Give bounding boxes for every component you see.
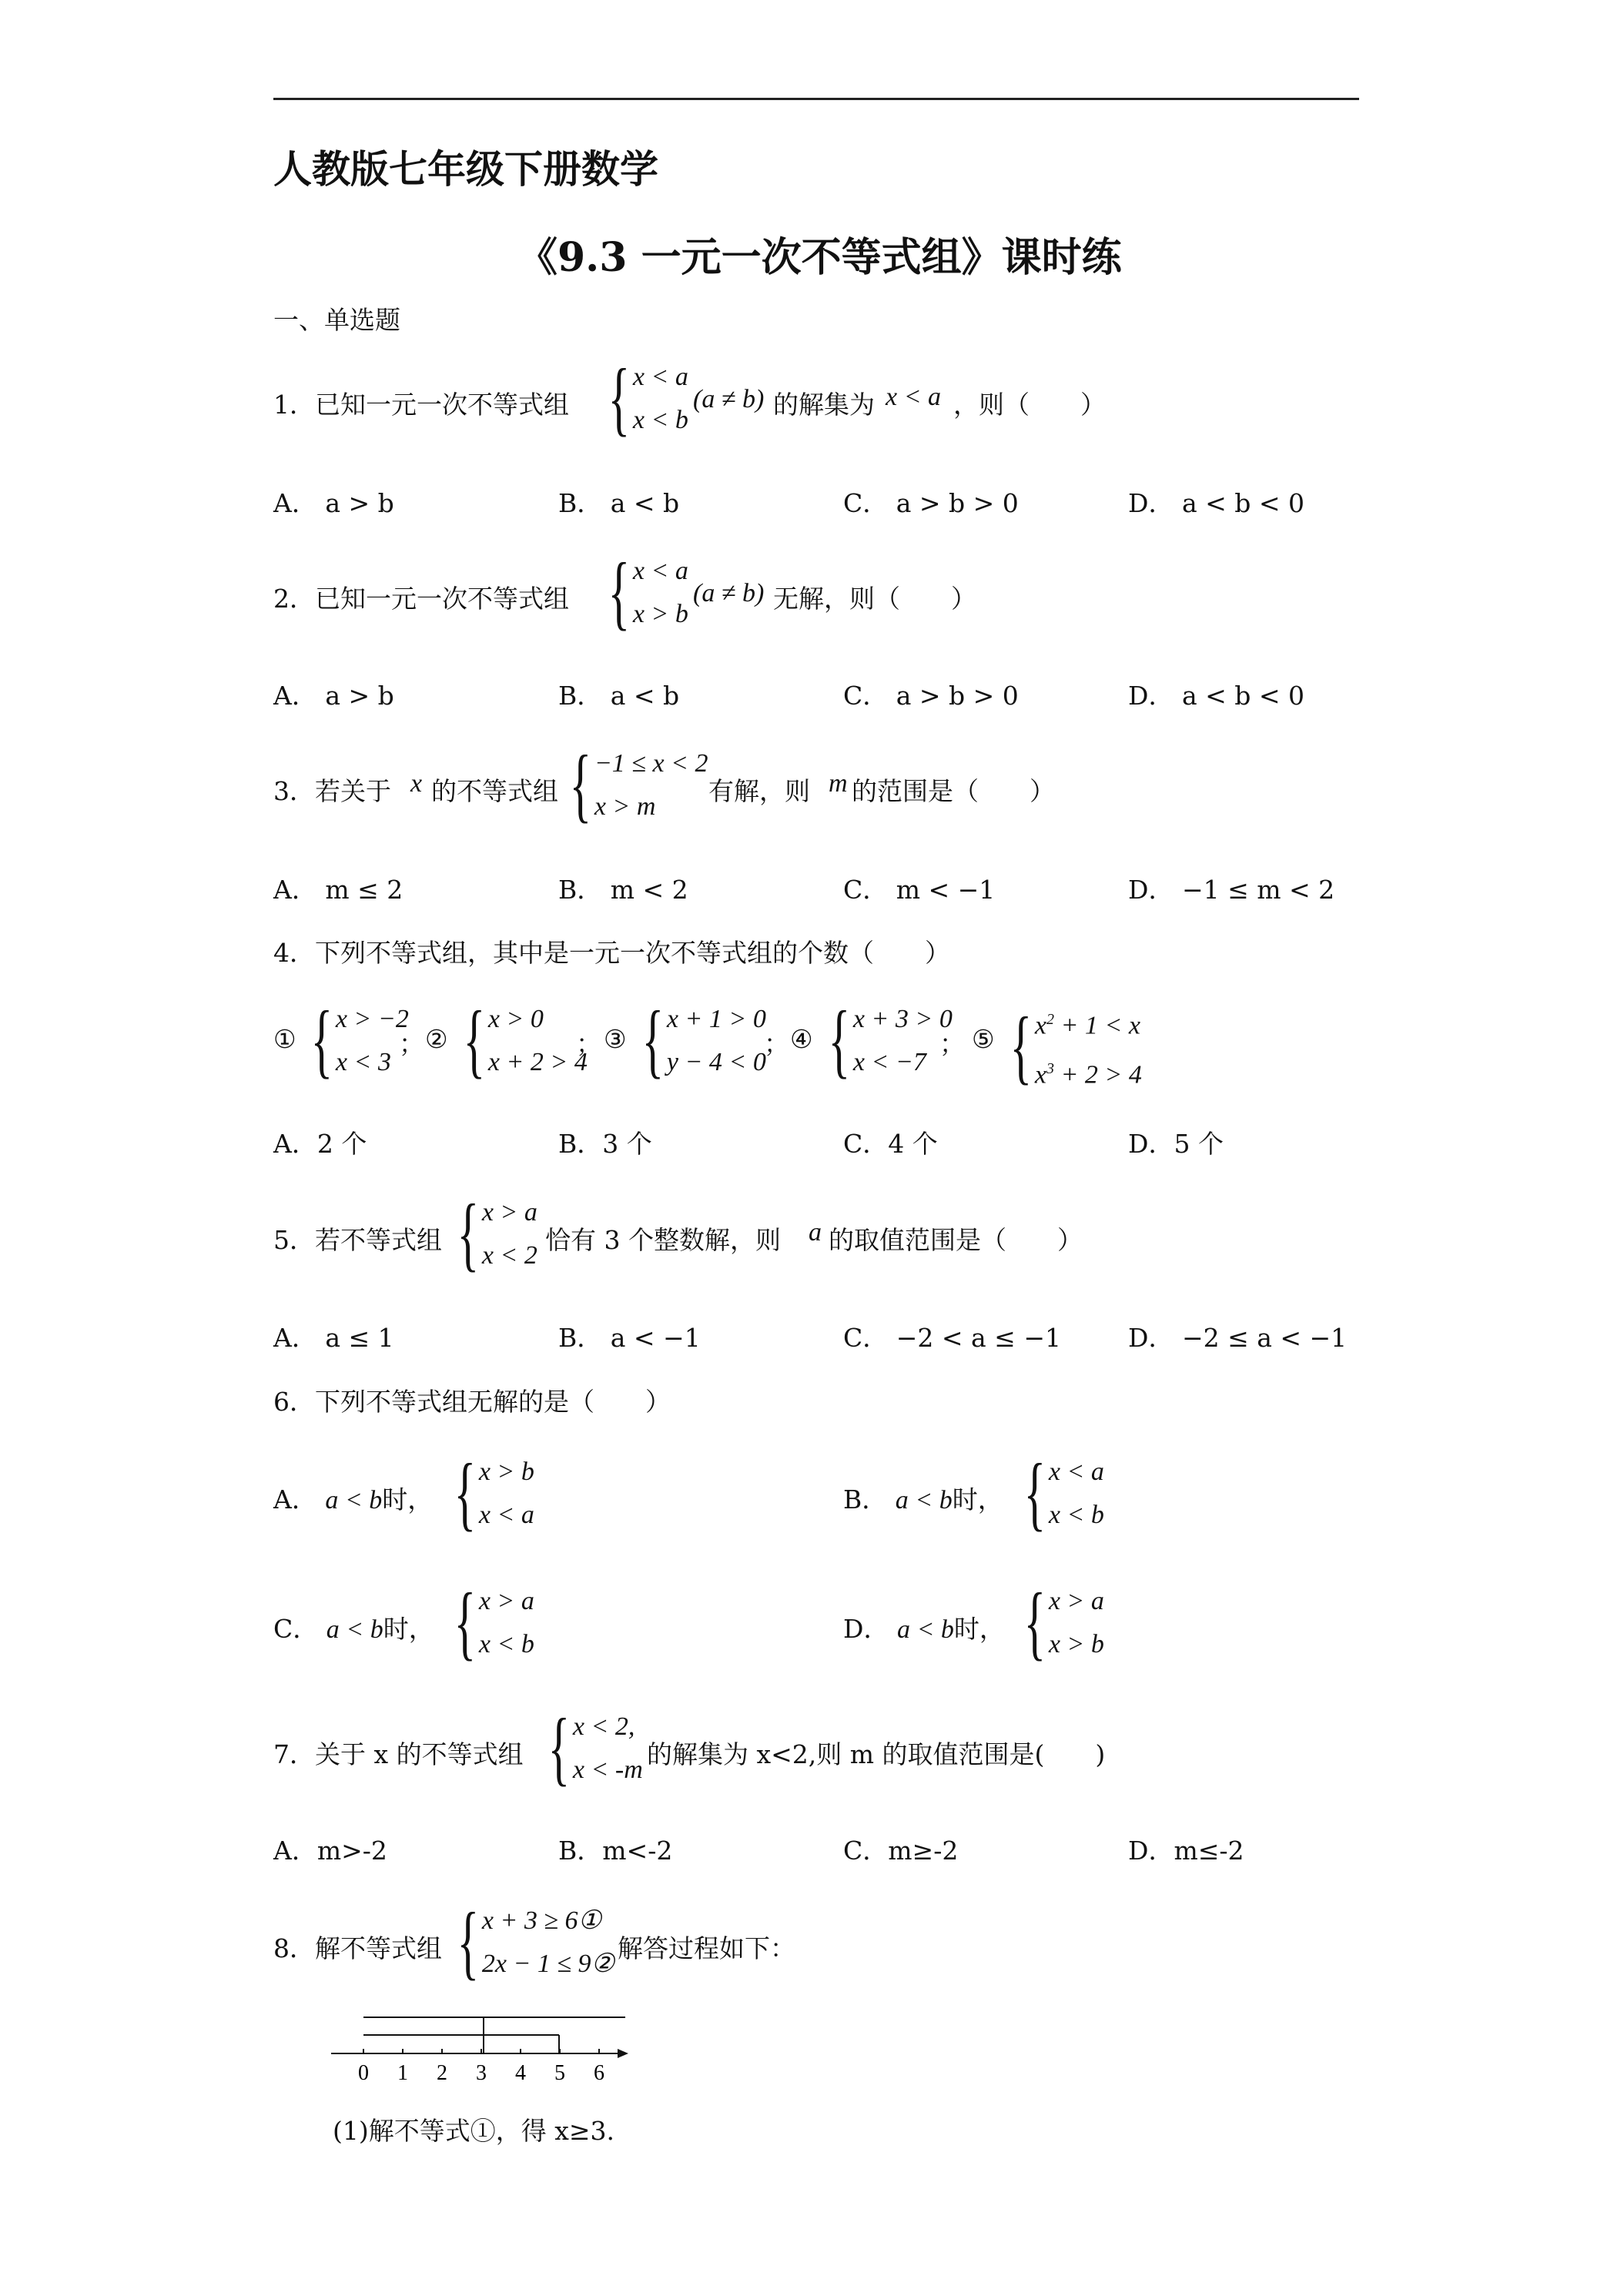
brace-icon: { bbox=[608, 353, 631, 444]
q1-ineq-1: x < a bbox=[632, 363, 688, 391]
q1-solution: x < a bbox=[886, 383, 942, 411]
q6-option-d[interactable] bbox=[843, 1609, 1005, 1645]
q1-option-c[interactable]: C． a > b > 0 bbox=[843, 488, 1019, 518]
q5-ineq-1: x > a bbox=[481, 1198, 537, 1227]
page-title: 《9.3 一元一次不等式组》课时练 bbox=[517, 234, 1122, 281]
q4-system-3 bbox=[633, 995, 766, 1086]
q4-5-ineq-2: $x^3 + 2 > 4$ bbox=[1034, 1060, 1142, 1089]
q6-b-ineq-2: x < b bbox=[1048, 1501, 1104, 1529]
q3-option-c[interactable]: C． m < −1 bbox=[843, 875, 996, 905]
q4-option-b[interactable]: B．3 个 bbox=[558, 1129, 652, 1159]
tick-label-4: 4 bbox=[515, 2061, 526, 2085]
q5-pre: 5．若不等式组 bbox=[273, 1225, 442, 1255]
q5-option-a[interactable]: A． a ≤ 1 bbox=[273, 1323, 394, 1353]
q1-number-text: 1．已知一元一次不等式组 bbox=[273, 390, 569, 420]
q4-2-ineq-1: x > 0 bbox=[487, 1005, 544, 1033]
q4-sep-4: ； bbox=[939, 1029, 965, 1059]
q7-option-c[interactable]: C．m≥-2 bbox=[843, 1836, 959, 1866]
q7-option-a[interactable]: A．m>-2 bbox=[273, 1836, 387, 1866]
brace-icon: { bbox=[547, 1702, 571, 1794]
q4-system-2 bbox=[454, 995, 588, 1086]
q6-d-label: D． bbox=[843, 1614, 889, 1644]
q6-text: 6．下列不等式组无解的是（ ） bbox=[273, 1387, 671, 1417]
exponent-2: 2 bbox=[1046, 1011, 1054, 1028]
q6-d-ineq-1: x > a bbox=[1048, 1587, 1104, 1615]
brace-icon: { bbox=[1010, 1001, 1033, 1093]
tick-label-2: 2 bbox=[437, 2061, 447, 2085]
q4-option-c[interactable]: C．4 个 bbox=[843, 1129, 938, 1159]
q4-group-label-3: ③ bbox=[604, 1024, 627, 1054]
q3-system bbox=[561, 739, 708, 831]
brace-icon: { bbox=[457, 1896, 480, 1988]
q4-sep-3: ； bbox=[764, 1029, 789, 1059]
q4-3-ineq-2: y − 4 < 0 bbox=[666, 1048, 766, 1076]
tick-label-1: 1 bbox=[397, 2061, 408, 2085]
tick-label-0: 0 bbox=[358, 2061, 369, 2085]
q4-group-label-4: ④ bbox=[790, 1024, 813, 1054]
q6-option-a[interactable] bbox=[273, 1480, 433, 1516]
q1-option-b[interactable]: B． a < b bbox=[558, 488, 680, 518]
q4-text: 4．下列不等式组，其中是一元一次不等式组的个数（ ） bbox=[273, 938, 950, 968]
q4-5-ineq-1: $x^2 + 1 < x$ bbox=[1034, 1011, 1140, 1040]
q6-b-system bbox=[1015, 1448, 1104, 1539]
brace-icon: { bbox=[828, 995, 851, 1086]
q6-b-label: B． bbox=[843, 1484, 888, 1514]
q8-pre: 8．解不等式组 bbox=[273, 1933, 442, 1963]
q4-1-ineq-1: x > −2 bbox=[335, 1005, 409, 1033]
q3-option-a[interactable]: A． m ≤ 2 bbox=[273, 875, 403, 905]
q7-ineq-1: x < 2, bbox=[572, 1712, 635, 1741]
q4-2-ineq-2: x + 2 > 4 bbox=[487, 1048, 588, 1076]
q2-option-a[interactable]: A． a > b bbox=[273, 681, 394, 711]
q6-c-ineq-1: x > a bbox=[478, 1587, 534, 1615]
q5-option-c[interactable]: C． −2 < a ≤ −1 bbox=[843, 1323, 1061, 1353]
axis-arrow-icon bbox=[618, 2049, 628, 2058]
q2-ineq-1: x < a bbox=[632, 557, 688, 585]
section-heading: 一、单选题 bbox=[273, 305, 400, 335]
q4-group-label-2: ② bbox=[425, 1024, 448, 1054]
q7-pre: 7．关于 x 的不等式组 bbox=[273, 1739, 524, 1769]
q6-d-cond: a < b bbox=[896, 1615, 954, 1644]
q3-mid: 的不等式组 bbox=[431, 776, 558, 806]
q5-option-b[interactable]: B． a < −1 bbox=[558, 1323, 701, 1353]
q3-var-m: m bbox=[829, 769, 848, 798]
q6-a-cond: a < b bbox=[325, 1486, 383, 1514]
q4-system-4 bbox=[819, 995, 953, 1086]
q6-b-shi: 时， bbox=[952, 1484, 1003, 1514]
q2-number-text: 2．已知一元一次不等式组 bbox=[273, 584, 569, 614]
q1-tail-2: ，则（ ） bbox=[953, 390, 1106, 420]
q6-c-label: C． bbox=[273, 1614, 319, 1644]
q3-option-b[interactable]: B． m < 2 bbox=[558, 875, 688, 905]
q4-system-5 bbox=[1001, 998, 1142, 1097]
q6-a-label: A． bbox=[273, 1484, 317, 1514]
q3-pre: 3．若关于 bbox=[273, 776, 391, 806]
tick-label-6: 6 bbox=[594, 2061, 604, 2085]
q5-ineq-2: x < 2 bbox=[481, 1241, 537, 1270]
q7-option-b[interactable]: B．m<-2 bbox=[558, 1836, 673, 1866]
q6-c-shi: 时， bbox=[383, 1614, 434, 1644]
q4-system-1 bbox=[302, 995, 409, 1086]
brace-icon: { bbox=[641, 995, 665, 1086]
q8-tail: 解答过程如下： bbox=[618, 1933, 795, 1963]
brace-icon: { bbox=[310, 995, 333, 1086]
q2-condition: (a ≠ b) bbox=[693, 579, 765, 607]
page-subtitle: 人教版七年级下册数学 bbox=[273, 146, 658, 192]
q6-option-c[interactable] bbox=[273, 1609, 434, 1645]
q8-ineq-2: 2x − 1 ≤ 9② bbox=[481, 1950, 615, 1978]
q4-sep-2: ； bbox=[576, 1029, 601, 1059]
q8-ineq-1: x + 3 ≥ 6① bbox=[481, 1906, 602, 1935]
brace-icon: { bbox=[569, 739, 592, 831]
number-line bbox=[323, 2006, 647, 2114]
q4-sep-1: ； bbox=[399, 1029, 424, 1059]
q3-option-d[interactable]: D． −1 ≤ m < 2 bbox=[1128, 875, 1335, 905]
q4-4-ineq-1: x + 3 > 0 bbox=[852, 1005, 953, 1033]
brace-icon: { bbox=[608, 547, 631, 638]
q4-4-ineq-2: x < −7 bbox=[852, 1048, 926, 1076]
q6-b-ineq-1: x < a bbox=[1048, 1458, 1104, 1486]
q1-tail-1: 的解集为 bbox=[773, 390, 875, 420]
q6-b-cond: a < b bbox=[895, 1486, 953, 1514]
brace-icon: { bbox=[1023, 1577, 1046, 1668]
q4-option-a[interactable]: A．2 个 bbox=[273, 1129, 367, 1159]
q2-option-c[interactable]: C． a > b > 0 bbox=[843, 681, 1019, 711]
q3-tail-1: 有解，则 bbox=[708, 776, 810, 806]
q5-tail-1: 恰有 3 个整数解，则 bbox=[545, 1225, 781, 1255]
q6-d-ineq-2: x > b bbox=[1048, 1630, 1104, 1658]
q2-option-b[interactable]: B． a < b bbox=[558, 681, 680, 711]
q2-option-d[interactable]: D． a < b < 0 bbox=[1128, 681, 1305, 711]
q6-option-b[interactable] bbox=[843, 1480, 1003, 1516]
q3-tail-2: 的范围是（ ） bbox=[852, 776, 1055, 806]
q6-a-shi: 时， bbox=[382, 1484, 434, 1514]
q5-option-d[interactable]: D． −2 ≤ a < −1 bbox=[1128, 1323, 1348, 1353]
q3-var-x: x bbox=[410, 769, 423, 798]
q5-var-a: a bbox=[809, 1218, 822, 1247]
q2-system bbox=[599, 547, 688, 638]
q6-c-ineq-2: x < b bbox=[478, 1630, 534, 1658]
q4-group-label-5: ⑤ bbox=[972, 1024, 995, 1054]
q6-c-system bbox=[445, 1577, 534, 1668]
q3-ineq-1: −1 ≤ x < 2 bbox=[594, 749, 708, 778]
tick-group bbox=[358, 2049, 604, 2085]
q8-step-1: (1)解不等式①，得 x≥3. bbox=[333, 2116, 614, 2146]
q2-ineq-2: x > b bbox=[632, 600, 688, 628]
brace-icon: { bbox=[463, 995, 486, 1086]
q7-ineq-2: x < -m bbox=[572, 1755, 643, 1784]
q6-d-shi: 时， bbox=[953, 1614, 1005, 1644]
q7-option-d[interactable]: D．m≤-2 bbox=[1128, 1836, 1244, 1866]
q2-tail: 无解，则（ ） bbox=[773, 584, 976, 614]
q5-system bbox=[448, 1188, 537, 1280]
q4-option-d[interactable]: D．5 个 bbox=[1128, 1129, 1224, 1159]
q6-a-system bbox=[445, 1448, 534, 1539]
top-rule bbox=[273, 98, 1359, 100]
q4-1-ineq-2: x < 3 bbox=[335, 1048, 391, 1076]
q4-3-ineq-1: x + 1 > 0 bbox=[666, 1005, 766, 1033]
brace-icon: { bbox=[457, 1188, 480, 1280]
q6-c-cond: a < b bbox=[326, 1615, 383, 1644]
q4-group-label-1: ① bbox=[273, 1024, 296, 1054]
q7-tail: 的解集为 x<2,则 m 的取值范围是( ) bbox=[647, 1739, 1106, 1769]
tick-label-5: 5 bbox=[554, 2061, 565, 2085]
brace-icon: { bbox=[454, 1577, 477, 1668]
q1-ineq-2: x < b bbox=[632, 406, 688, 434]
q5-tail-2: 的取值范围是（ ） bbox=[829, 1225, 1083, 1255]
q1-system bbox=[599, 353, 688, 444]
q3-ineq-2: x > m bbox=[594, 792, 656, 821]
brace-icon: { bbox=[454, 1448, 477, 1539]
q1-option-d[interactable]: D． a < b < 0 bbox=[1128, 488, 1305, 518]
q8-system bbox=[448, 1896, 615, 1988]
q1-condition: (a ≠ b) bbox=[693, 385, 765, 413]
brace-icon: { bbox=[1023, 1448, 1046, 1539]
q6-a-ineq-2: x < a bbox=[478, 1501, 534, 1529]
exponent-3: 3 bbox=[1046, 1060, 1054, 1078]
q1-option-a[interactable]: A． a > b bbox=[273, 488, 394, 518]
tick-label-3: 3 bbox=[476, 2061, 487, 2085]
q7-system bbox=[539, 1702, 643, 1794]
q6-a-ineq-1: x > b bbox=[478, 1458, 534, 1486]
q6-d-system bbox=[1015, 1577, 1104, 1668]
